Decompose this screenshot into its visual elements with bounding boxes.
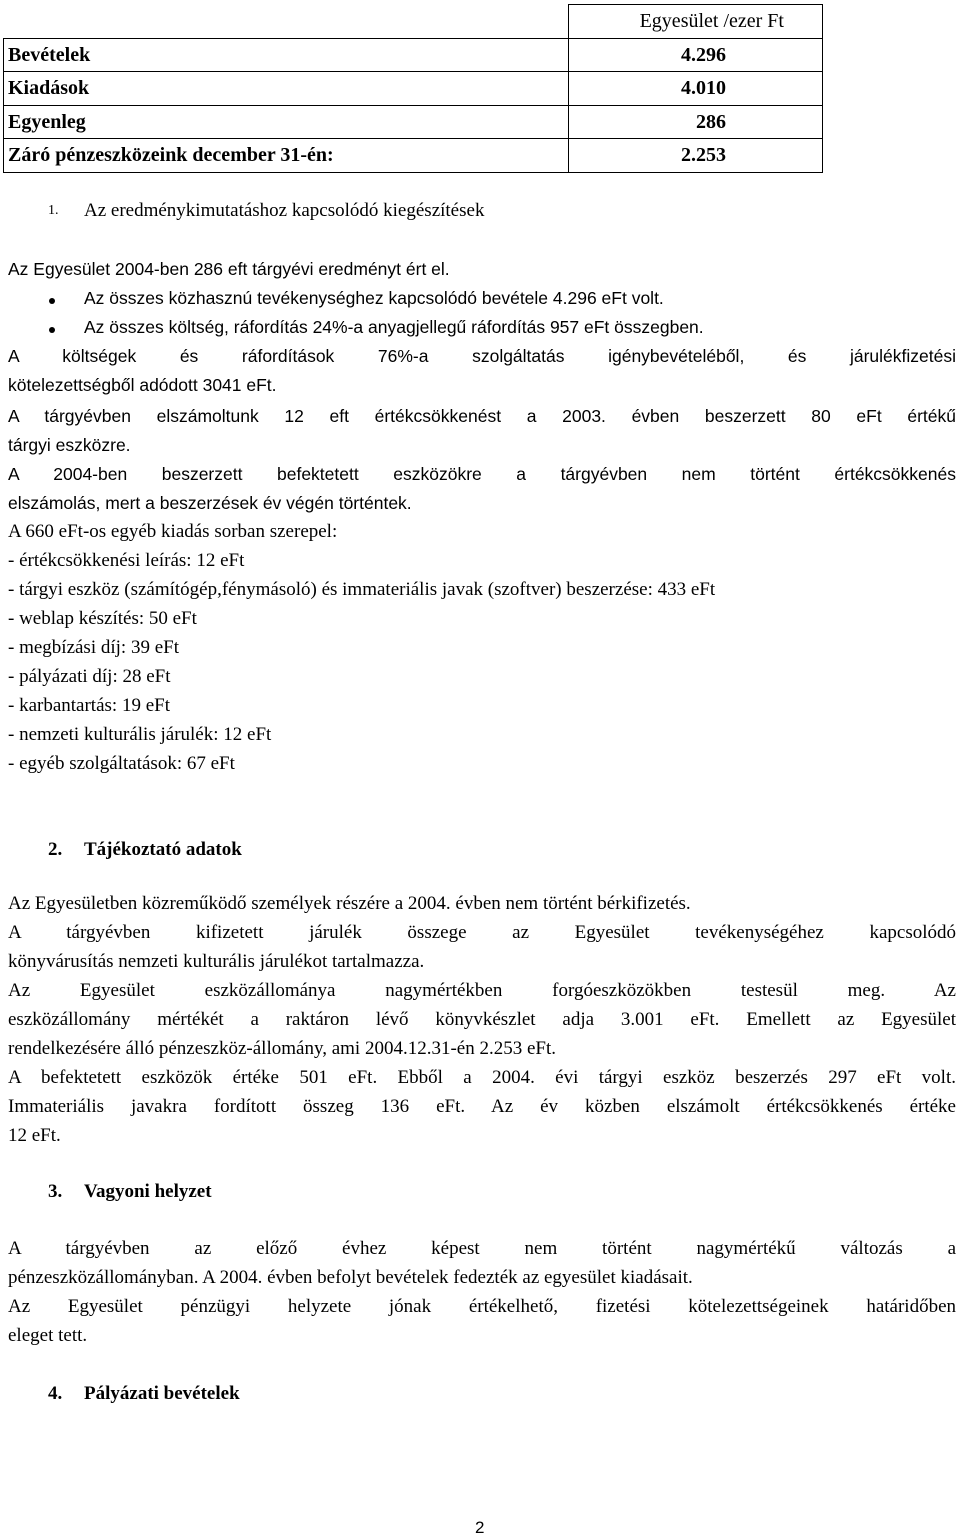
section4-title: Pályázati bevételek <box>84 1383 240 1404</box>
list-item: - megbízási díj: 39 eFt <box>8 637 179 658</box>
section3-number: 3. <box>48 1181 63 1202</box>
paragraph-line: eleget tett. <box>8 1325 88 1346</box>
section4-number: 4. <box>48 1383 63 1404</box>
paragraph-line: A költségek és ráfordítások 76%-a szolgáltatás igénybevételéből, és járulékfizetési <box>8 346 956 366</box>
list-item: - pályázati díj: 28 eFt <box>8 666 171 687</box>
paragraph-line: pénzeszközállományban. A 2004. évben befolyt bevételek fedezték az egyesület kiadásait. <box>8 1267 693 1288</box>
paragraph-line: eszközállomány mértékét a raktáron lévő könyvkészlet adja 3.001 eFt. Emellett az Egyesület <box>8 1009 956 1030</box>
section1-title: Az eredménykimutatáshoz kapcsolódó kiegészítések <box>84 200 485 221</box>
table-header-unit: Egyesület /ezer Ft <box>568 5 823 39</box>
list-item: - egyéb szolgáltatások: 67 eFt <box>8 753 235 774</box>
row-value: 4.296 <box>568 38 823 72</box>
row-label: Kiadások <box>4 72 569 106</box>
section1-number: 1. <box>48 203 59 218</box>
bullet-item: Az összes költség, ráfordítás 24%-a anyagjellegű ráfordítás 957 eFt összegben. <box>84 317 704 337</box>
table-row <box>4 72 823 106</box>
list-item: - tárgyi eszköz (számítógép,fénymásoló) és immateriális javak (szoftver) beszerzése: 433 eFt <box>8 579 716 600</box>
section3-title: Vagyoni helyzet <box>84 1181 212 1202</box>
row-label: Záró pénzeszközeink december 31-én: <box>4 139 569 173</box>
paragraph-line: tárgyi eszközre. <box>8 435 131 455</box>
paragraph-line: 12 eFt. <box>8 1125 61 1146</box>
paragraph-line: Az Egyesület eszközállománya nagymértékben forgóeszközökben testesül meg. Az <box>8 980 956 1001</box>
list-item: - nemzeti kulturális járulék: 12 eFt <box>8 724 272 745</box>
paragraph-line: rendelkezésére álló pénzeszköz-állomány, ami 2004.12.31-én 2.253 eFt. <box>8 1038 556 1059</box>
bullet-icon <box>49 327 55 333</box>
paragraph-line: elszámolás, mert a beszerzések év végén történtek. <box>8 493 412 513</box>
bullet-icon <box>49 298 55 304</box>
paragraph-line: kötelezettségből adódott 3041 eFt. <box>8 375 277 395</box>
bullet-item: Az összes közhasznú tevékenységhez kapcsolódó bevétele 4.296 eFt volt. <box>84 288 664 308</box>
expense-intro: A 660 eFt-os egyéb kiadás sorban szerepel: <box>8 521 338 542</box>
table-row <box>4 139 823 173</box>
row-value: 4.010 <box>568 72 823 106</box>
section2-title: Tájékoztató adatok <box>84 839 242 860</box>
list-item: - karbantartás: 19 eFt <box>8 695 170 716</box>
table-header-row <box>4 5 823 39</box>
list-item: - weblap készítés: 50 eFt <box>8 608 197 629</box>
table-row <box>4 38 823 72</box>
paragraph-line: Az Egyesület pénzügyi helyzete jónak értékelhető, fizetési kötelezettségeinek határidőben <box>8 1296 956 1317</box>
paragraph-line: A tárgyévben az előző évhez képest nem történt nagymértékű változás a <box>8 1238 956 1259</box>
paragraph-line: A befektetett eszközök értéke 501 eFt. Ebből a 2004. évi tárgyi eszköz beszerzés 297 eFt volt. <box>8 1067 956 1088</box>
row-label: Bevételek <box>4 38 569 72</box>
table-row <box>4 105 823 139</box>
paragraph-line: könyvárusítás nemzeti kulturális járulékot tartalmazza. <box>8 951 425 972</box>
row-label: Egyenleg <box>4 105 569 139</box>
paragraph-line: Az Egyesületben közreműködő személyek részére a 2004. évben nem történt bérkifizetés. <box>8 893 691 914</box>
paragraph-line: A tárgyévben kifizetett járulék összege az Egyesület tevékenységéhez kapcsolódó <box>8 922 956 943</box>
row-value: 286 <box>568 105 823 139</box>
paragraph-line: A 2004-ben beszerzett befektetett eszközökre a tárgyévben nem történt értékcsökkenés <box>8 464 956 484</box>
row-value: 2.253 <box>568 139 823 173</box>
financial-summary-table <box>3 4 823 173</box>
section1-intro: Az Egyesület 2004-ben 286 eft tárgyévi eredményt ért el. <box>8 259 450 279</box>
section2-number: 2. <box>48 839 63 860</box>
list-item: - értékcsökkenési leírás: 12 eFt <box>8 550 245 571</box>
page-number: 2 <box>475 1518 485 1537</box>
paragraph-line: Immateriális javakra fordított összeg 136 eFt. Az év közben elszámolt értékcsökkenés értéke <box>8 1096 956 1117</box>
paragraph-line: A tárgyévben elszámoltunk 12 eft értékcsökkenést a 2003. évben beszerzett 80 eFt értékű <box>8 406 956 426</box>
